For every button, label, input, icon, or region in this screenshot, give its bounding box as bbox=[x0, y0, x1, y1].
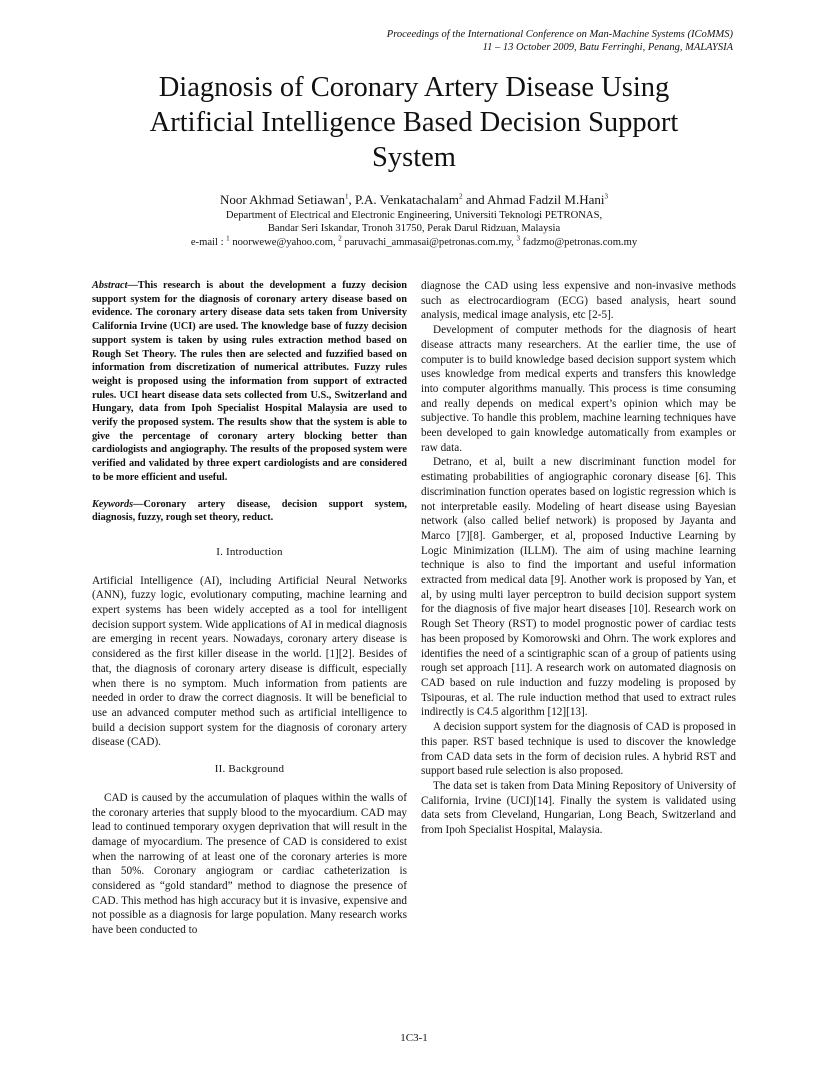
keywords-text: Coronary artery disease, decision support system, diagnosis, fuzzy, rough set theory, reduct. bbox=[92, 498, 407, 524]
affiliation bbox=[100, 209, 728, 249]
email-3: fadzmo@petronas.com.my bbox=[519, 236, 638, 248]
abstract-lead: Abstract— bbox=[92, 280, 138, 291]
author-1: Noor Akhmad Setiawan bbox=[220, 192, 345, 207]
author-3-sup: 3 bbox=[604, 192, 608, 201]
body-paragraph-2: Development of computer methods for the diagnosis of heart disease attracts many researchers. At the earlier time, the use of computer is to build knowledge based decision support system which uses knowledge from medical experts and transfers this knowledge into computer algorithms manually. This process is time consuming and really depends on medical expert’s opinion which may be subjective. To handle this problem, machine learning techniques have been developed to gain knowledge automatically from examples or raw data. bbox=[421, 324, 736, 454]
conference-header bbox=[213, 28, 733, 54]
left-column bbox=[92, 279, 407, 938]
email-prefix: e-mail : bbox=[190, 236, 227, 248]
keywords bbox=[92, 498, 407, 525]
affiliation-emails bbox=[100, 236, 728, 249]
author-list bbox=[100, 192, 728, 208]
author-2-sup: 2 bbox=[459, 192, 463, 201]
keywords-lead: Keywords— bbox=[92, 498, 144, 510]
conference-date-location: 11 – 13 October 2009, Batu Ferringhi, Penang, MALAYSIA bbox=[482, 42, 733, 53]
section-heading-background: II. Background bbox=[214, 763, 285, 776]
author-3: and Ahmad Fadzil M.Hani bbox=[462, 192, 605, 207]
email-2: paruvachi_ammasai@petronas.com.my, bbox=[341, 236, 517, 248]
abstract bbox=[92, 279, 407, 485]
section-heading-introduction: I. Introduction bbox=[216, 545, 283, 558]
conference-name: Proceedings of the International Conference on Man-Machine Systems (ICoMMS) bbox=[386, 29, 733, 40]
email-3-sup: 3 bbox=[516, 234, 520, 243]
affiliation-dept: Department of Electrical and Electronic Engineering, Universiti Teknologi PETRONAS, bbox=[225, 210, 603, 221]
title-line-2: Artificial Intelligence Based Decision Support bbox=[149, 107, 679, 138]
title-line-3: System bbox=[372, 142, 456, 173]
right-column bbox=[421, 279, 736, 838]
abstract-text: This research is about the development a fuzzy decision support system for the diagnosis of coronary artery disease based on evidence. The coronary artery disease data sets taken from University California Irvine (UCI) are used. The knowledge base of fuzzy decision support system is taken by using rules extraction method based on Rough Set Theory. The rules then are selected and fuzzified based on information from discretization of numerical attributes. Fuzzy rules weight is proposed using the information from support of extracted rules. UCI heart disease data sets collected from U.S., Switzerland and Hungary, data from Ipoh Specialist Hospital Malaysia are used to verify the proposed system. The results show that the system is able to give the percentage of coronary artery blocking better than cardiologists and angiography. The results of the proposed system were verified and validated by three expert cardiologists and are considered to be more efficient and useful. bbox=[92, 280, 407, 483]
affiliation-address: Bandar Seri Iskandar, Tronoh 31750, Perak Darul Ridzuan, Malaysia bbox=[267, 223, 561, 235]
paper-title bbox=[100, 70, 728, 175]
email-1-sup: 1 bbox=[226, 234, 230, 243]
author-2: , P.A. Venkatachalam bbox=[348, 192, 460, 207]
body-paragraph-4: A decision support system for the diagnosis of CAD is proposed in this paper. RST based technique is used to discover the knowledge from CAD data sets in the form of decision rules. A hybrid RST and support based rule selection is also proposed. bbox=[421, 721, 736, 778]
title-line-1: Diagnosis of Coronary Artery Disease Using bbox=[158, 72, 670, 103]
email-1: noorwewe@yahoo.com, bbox=[229, 236, 339, 248]
intro-paragraph: Artificial Intelligence (AI), including Artificial Neural Networks (ANN), fuzzy logic, evolutionary computing, machine learning and expert systems has been widely accepted as a tool for intelligent decision support system. Wide applications of AI in medical diagnosis are emerging in recent years. Nowadays, coronary artery disease is considered as the first killer disease in the world. [1][2]. Besides of that, the diagnosis of coronary artery disease is difficult, especially when there is no symptom. Much information from patients are needed in order to draw the correct diagnosis. It will be beneficial to use an advanced computer method such as artificial intelligence to build a decision support system for the diagnosis of coronary artery disease (CAD). bbox=[92, 574, 407, 749]
author-1-sup: 1 bbox=[344, 192, 349, 201]
email-2-sup: 2 bbox=[338, 234, 342, 243]
body-paragraph-5: The data set is taken from Data Mining Repository of University of California, Irvine (UCI)[14]. Finally the system is validated using data sets from Cleveland, Hungarian, Long Beach, Switzerland and from Ipoh Specialist Hospital, Malaysia. bbox=[421, 779, 736, 837]
background-paragraph: CAD is caused by the accumulation of plaques within the walls of the coronary arteries that supply blood to the myocardium. CAD may lead to continued temporary oxygen deprivation that will result in the damage of myocardium. The presence of CAD is considered to exist when the narrowing of at least one of the coronary arteries is more than 50%. Coronary angiogram or cardiac catheterization is considered as “gold standard” method to diagnose the presence of CAD. This method has high accuracy but it is invasive, expensive and not possible as a diagnosis for large population. Many research works have been conducted to bbox=[92, 791, 407, 937]
page-number: 1C3-1 bbox=[400, 1032, 428, 1044]
body-paragraph-3: Detrano, et al, built a new discriminant function model for estimating probabilities of angiographic coronary disease [6]. This discrimination function operates based on logistic regression which is not interpretable easily. Modeling of heart disease using Bayesian network (also called belief network) is proposed by Jayanta and Marco [7][8]. Gamberger, et al, proposed Inductive Learning by Logic Minimization (ILLM). The aim of using machine learning technique is also to find the important and useful information extracted from medical data [9]. Another work is proposed by Yan, et al, by using multi layer perceptron to build decision support system for the diagnosis of five major heart diseases [10]. Research work on Rough Set Theory (RST) to model prognostic power of cardiac tests has been proposed by Komorowski and Ohrn. The work explores and identifies the need of a scintigraphic scan of a group of patients using rough set approach [11]. A research work on automated diagnosis on CAD based on rule induction and fuzzy modeling is proposed by Tsipouras, et al. The rule induction method that used to extract rules indirectly is C4.5 algorithm [12][13]. bbox=[421, 456, 736, 719]
body-paragraph-1: diagnose the CAD using less expensive and non-invasive methods such as electrocardiogram (ECG) based analysis, heart sound analysis, medical image analysis, etc [2-5]. bbox=[421, 280, 736, 322]
